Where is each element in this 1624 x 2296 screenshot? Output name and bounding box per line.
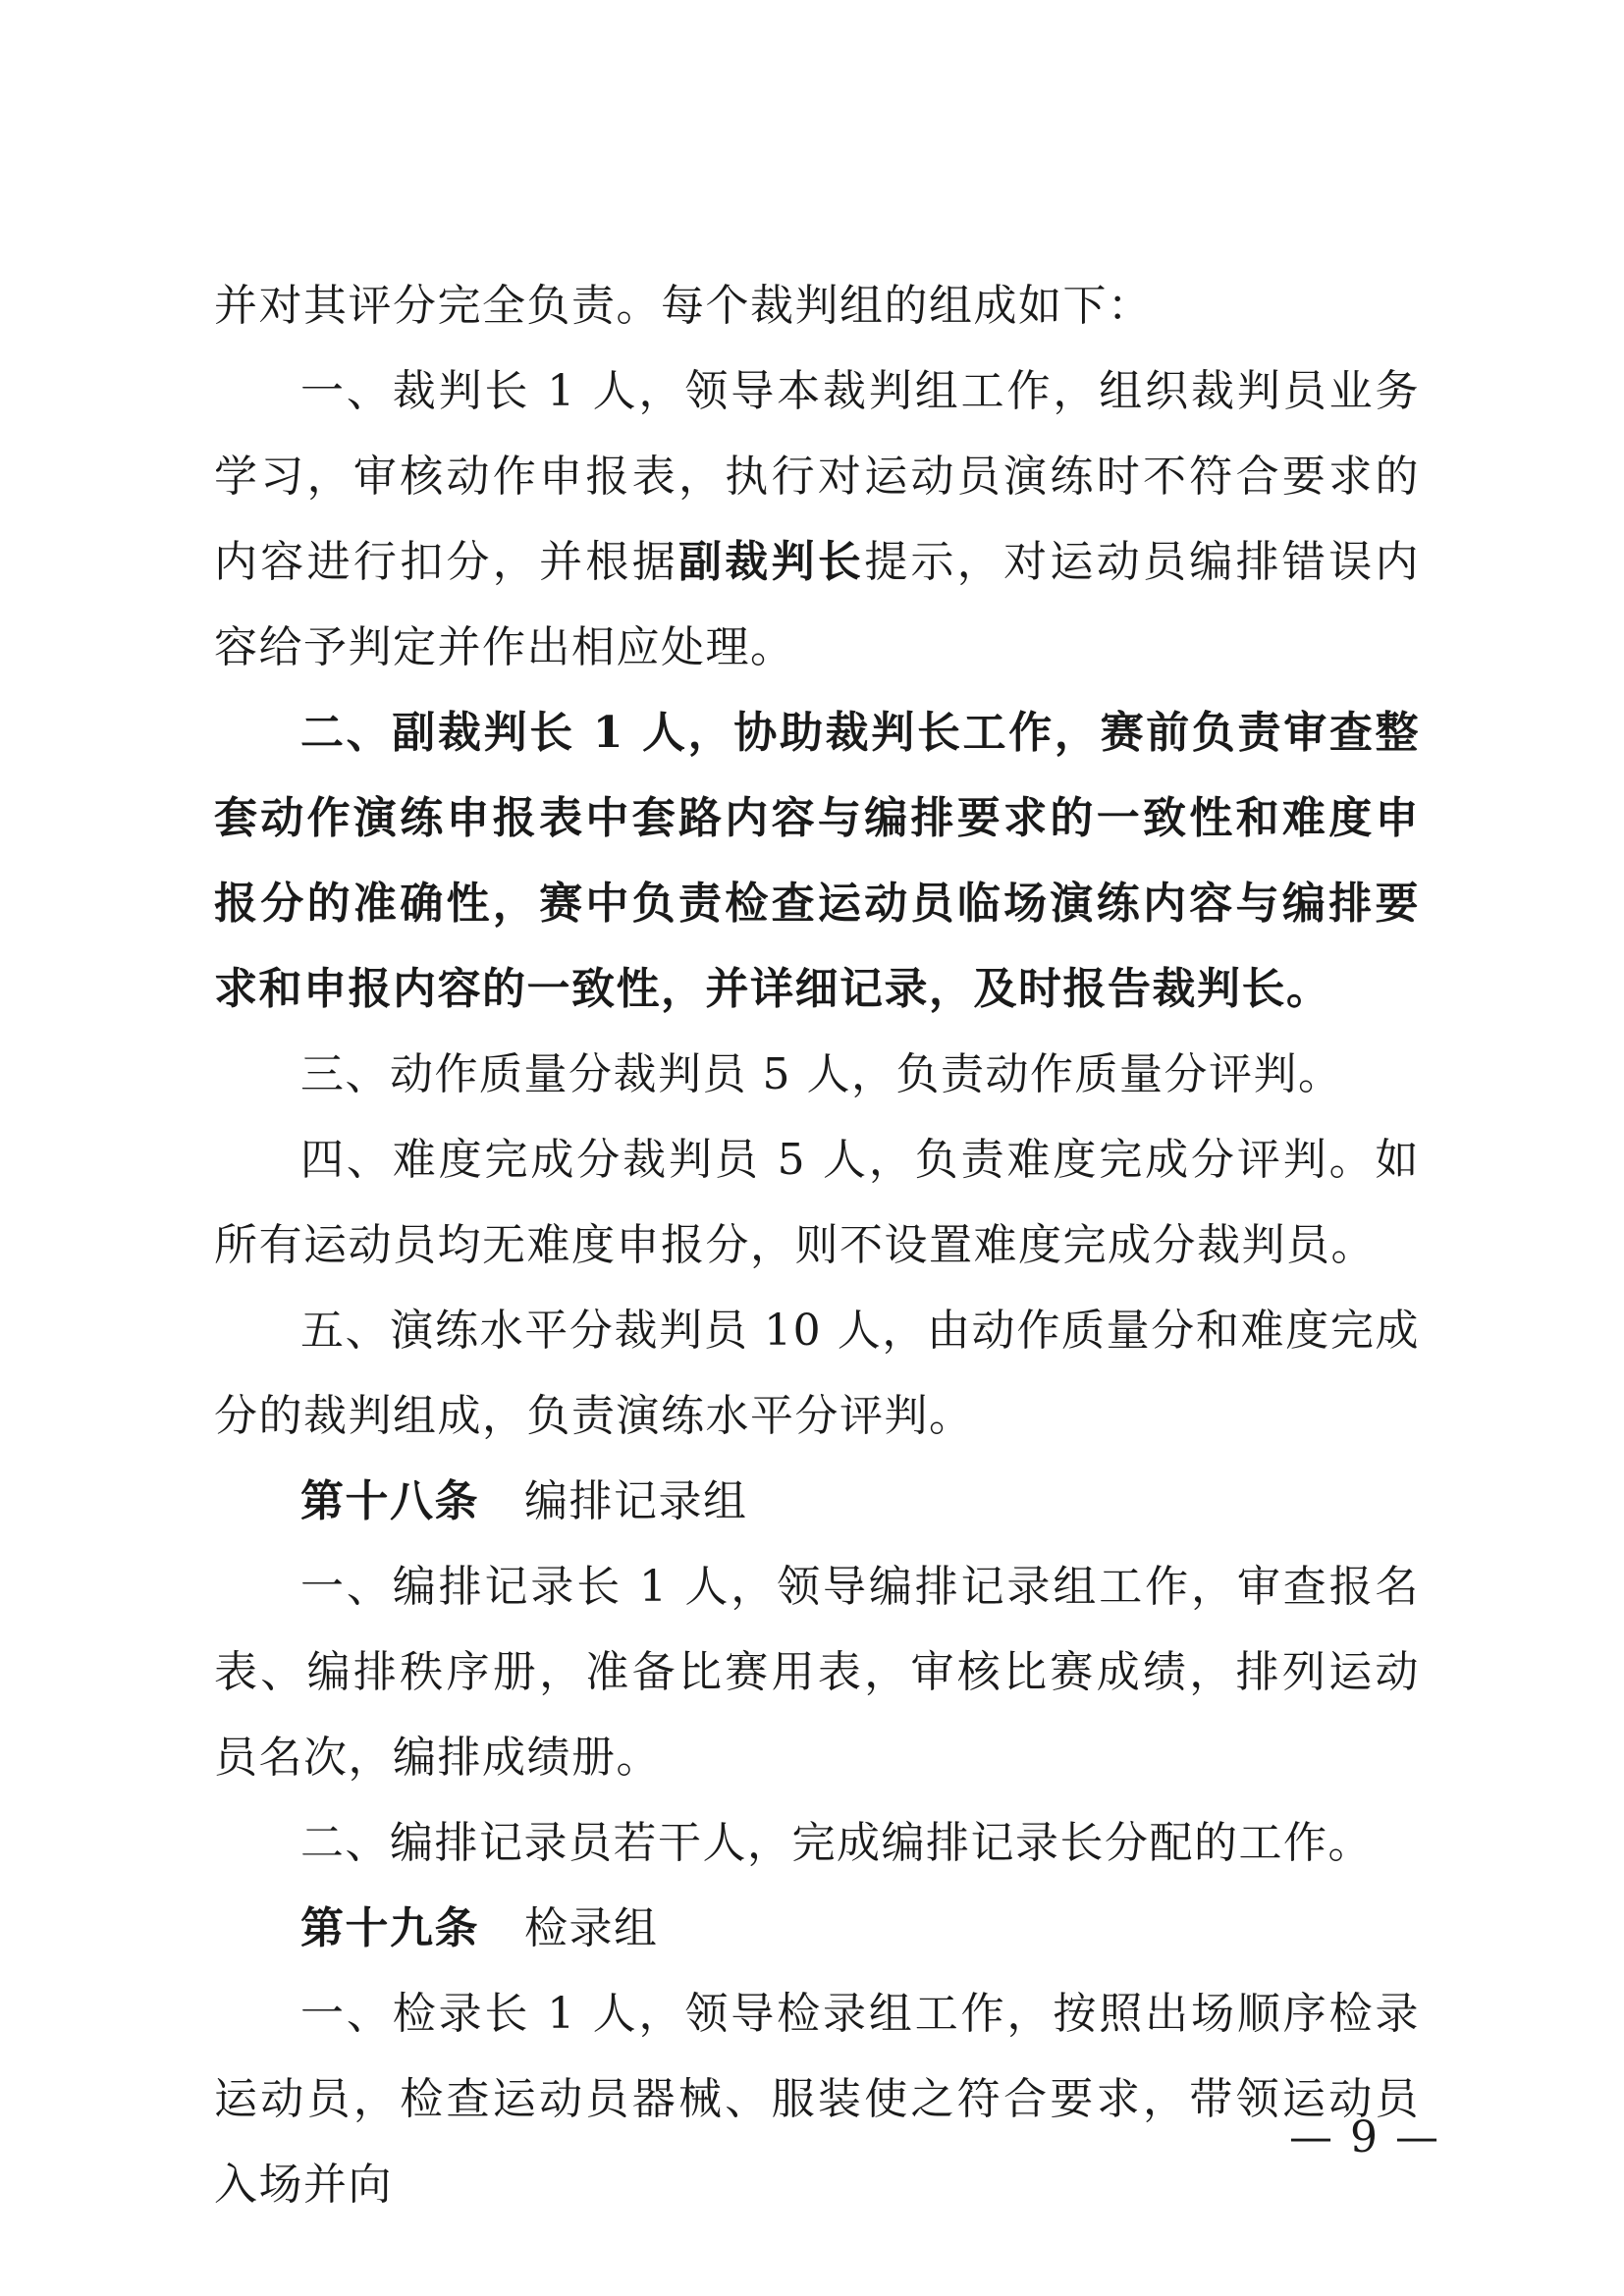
article-19-heading [214,1886,1420,1971]
paragraph-records-chief: 一、编排记录长 1 人，领导编排记录组工作，审查报名表、编排秩序册，准备比赛用表，审核比赛成绩，排列运动员名次，编排成绩册。 [214,1562,1420,1783]
paragraph-check-in-chief: 一、检录长 1 人，领导检录组工作，按照出场顺序检录运动员，检查运动员器械、服装使之符合要求，带领运动员入场并向 [214,1989,1420,2210]
paragraph-performance-judges: 五、演练水平分裁判员 10 人，由动作质量分和难度完成分的裁判组成，负责演练水平分评判。 [214,1306,1420,1441]
article-18-label: 第十八条 [300,1476,479,1526]
paragraph-quality-judges: 三、动作质量分裁判员 5 人，负责动作质量分评判。 [300,1049,1343,1099]
chief-judge-text-a: 一、裁判长 1 人，领导本裁判组工作，组织裁判员业务学习，审核动作申报表，执行对运动员演练时不符合要求的内容进行扣分，并根据 [214,366,1420,587]
article-19-title: 检录组 [524,1903,659,1953]
paragraph-chief-judge [214,348,1420,690]
paragraph-difficulty-judges: 四、难度完成分裁判员 5 人，负责难度完成分评判。如所有运动员均无难度申报分，则不设置难度完成分裁判员。 [214,1135,1420,1270]
deputy-chief-judge-emphasis: 副裁判长 [678,537,865,587]
paragraph-records-staff: 二、编排记录员若干人，完成编排记录长分配的工作。 [300,1818,1373,1868]
chief-judge-text-b: 提示，对运动员编排错误内容给予判定并作出相应处理。 [214,537,1421,672]
page-number: — 9 — [1289,2112,1440,2163]
paragraph-deputy-chief-judge: 二、副裁判长 1 人，协助裁判长工作，赛前负责审查整套动作演练申报表中套路内容与编排要求的一致性和难度申报分的准确性，赛中负责检查运动员临场演练内容与编排要求和申报内容的一致性，并详细记录，及时报告裁判长。 [214,708,1420,1014]
article-18-title: 编排记录组 [524,1476,748,1526]
article-19-label: 第十九条 [300,1903,479,1953]
article-18-heading [214,1459,1420,1544]
paragraph-continuation: 并对其评分完全负责。每个裁判组的组成如下： [214,281,1153,331]
body-text [214,263,1420,2227]
